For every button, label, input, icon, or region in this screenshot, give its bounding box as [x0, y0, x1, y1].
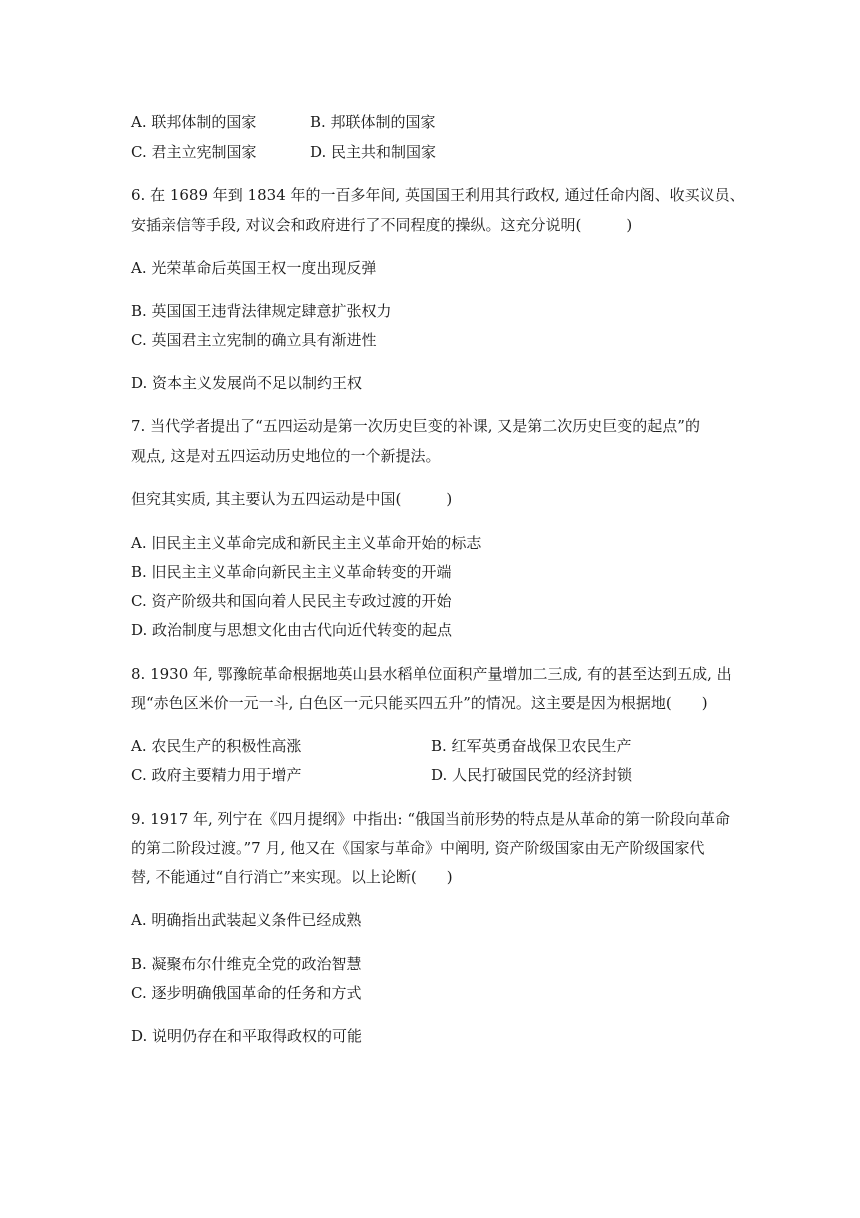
q8-option-d: D. 人民打破国民党的经济封锁 — [431, 766, 633, 784]
q7-option-a: A. 旧民主主义革命完成和新民主主义革命开始的标志 — [131, 534, 482, 552]
q7-stem-line3: 但究其实质, 其主要认为五四运动是中国( ) — [131, 490, 453, 508]
q8-option-a: A. 农民生产的积极性高涨 — [131, 737, 302, 755]
q5-option-b: B. 邦联体制的国家 — [310, 113, 436, 131]
q7-option-c: C. 资产阶级共和国向着人民民主专政过渡的开始 — [131, 592, 452, 610]
q5-option-d: D. 民主共和制国家 — [310, 143, 437, 161]
q9-option-c: C. 逐步明确俄国革命的任务和方式 — [131, 984, 362, 1002]
q6-stem-line2: 安插亲信等手段, 对议会和政府进行了不同程度的操纵。这充分说明( ) — [131, 216, 633, 234]
q5-option-c: C. 君主立宪制国家 — [131, 143, 257, 161]
q7-stem-line1: 7. 当代学者提出了“五四运动是第一次历史巨变的补课, 又是第二次历史巨变的起点”的 — [131, 417, 700, 435]
q9-stem-line2: 的第二阶段过渡。”7 月, 他又在《国家与革命》中阐明, 资产阶级国家由无产阶级国家代 — [131, 839, 705, 857]
q6-option-c: C. 英国君主立宪制的确立具有渐进性 — [131, 331, 377, 349]
q7-stem-line2: 观点, 这是对五四运动历史地位的一个新提法。 — [131, 447, 441, 465]
q9-option-b: B. 凝聚布尔什维克全党的政治智慧 — [131, 955, 362, 973]
q9-stem-line3: 替, 不能通过“自行消亡”来实现。以上论断( ) — [131, 868, 453, 886]
q6-option-d: D. 资本主义发展尚不足以制约王权 — [131, 374, 363, 392]
q5-option-a: A. 联邦体制的国家 — [131, 113, 257, 131]
q7-option-b: B. 旧民主主义革命向新民主主义革命转变的开端 — [131, 563, 452, 581]
q8-stem-line2: 现“赤色区米价一元一斗, 白色区一元只能买四五升”的情况。这主要是因为根据地( ) — [131, 694, 708, 712]
q8-stem-line1: 8. 1930 年, 鄂豫皖革命根据地英山县水稻单位面积产量增加二三成, 有的甚至达到五成, 出 — [131, 665, 732, 683]
q9-option-a: A. 明确指出武装起义条件已经成熟 — [131, 911, 362, 929]
q6-option-a: A. 光荣革命后英国王权一度出现反弹 — [131, 259, 377, 277]
q6-option-b: B. 英国国王违背法律规定肆意扩张权力 — [131, 302, 392, 320]
q9-option-d: D. 说明仍存在和平取得政权的可能 — [131, 1027, 363, 1045]
q7-option-d: D. 政治制度与思想文化由古代向近代转变的起点 — [131, 621, 453, 639]
q6-stem-line1: 6. 在 1689 年到 1834 年的一百多年间, 英国国王利用其行政权, 通过任命内阁、收买议员、 — [131, 186, 745, 204]
q8-option-c: C. 政府主要精力用于增产 — [131, 766, 302, 784]
q9-stem-line1: 9. 1917 年, 列宁在《四月提纲》中指出: “俄国当前形势的特点是从革命的第一阶段向革命 — [131, 810, 731, 828]
q8-option-b: B. 红军英勇奋战保卫农民生产 — [431, 737, 632, 755]
